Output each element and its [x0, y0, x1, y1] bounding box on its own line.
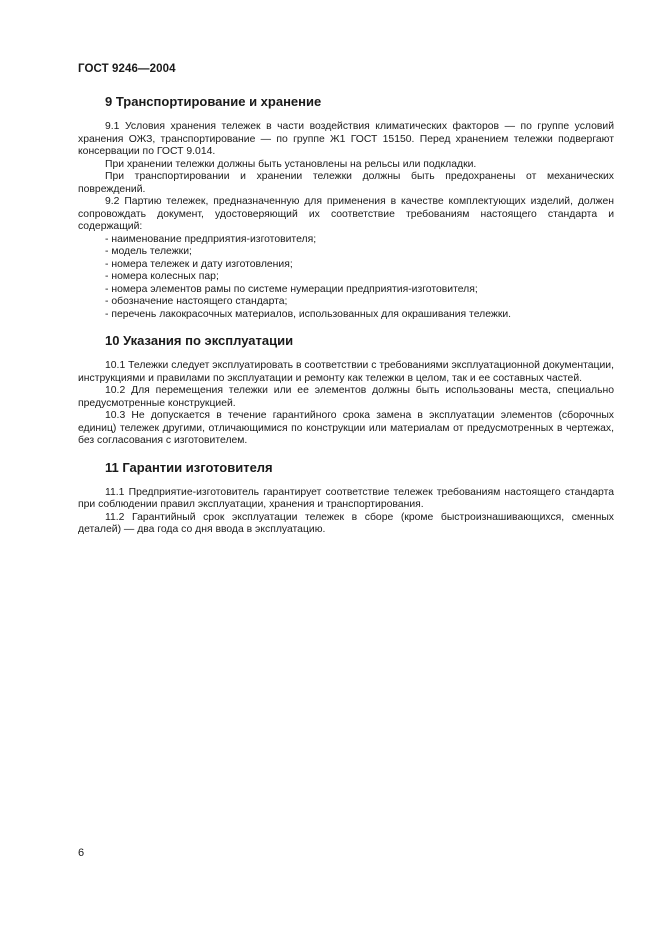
list-item: - номера элементов рамы по системе нумерации предприятия-изготовителя; [105, 283, 478, 295]
section-11 [78, 459, 614, 537]
paragraph: 11.2 Гарантийный срок эксплуатации тележек в сборе (кроме быстроизнашивающихся, сменных деталей) — два года со дня ввода в эксплуатацию. [78, 511, 614, 535]
paragraph: При транспортировании и хранении тележки должны быть предохранены от механических повреждений. [78, 171, 614, 195]
list-item: - обозначение настоящего стандарта; [105, 296, 288, 307]
section-9 [78, 93, 614, 321]
page-number: 6 [78, 847, 85, 859]
list-item: - перечень лакокрасочных материалов, использованных для окрашивания тележки. [105, 308, 512, 320]
list-item: - номера колесных пар; [105, 271, 219, 282]
list-item: - номера тележек и дату изготовления; [105, 258, 293, 270]
section-title: 10 Указания по эксплуатации [105, 333, 294, 348]
paragraph: 11.1 Предприятие-изготовитель гарантирует соответствие тележек требованиям настоящего стандарта при соблюдении правил эксплуатации, хранения и транспортирования. [78, 486, 614, 510]
document-header: ГОСТ 9246—2004 [78, 63, 176, 75]
section-title: 9 Транспортирование и хранение [105, 94, 322, 109]
paragraph: 10.1 Тележки следует эксплуатировать в соответствии с требованиями эксплуатационной документации, инструкциями и правилами по эксплуатации и ремонту как тележки в целом, так и ее составных частей. [78, 360, 614, 384]
paragraph: 10.3 Не допускается в течение гарантийного срока замена в эксплуатации элементов (сборочных единиц) тележек другими, отличающимися по конструкции или материалам от предусмотренных в чертежах, без согласования с изготовителем. [78, 410, 614, 446]
section-10 [78, 332, 614, 448]
paragraph: 10.2 Для перемещения тележки или ее элементов должны быть использованы места, специально предусмотренные конструкцией. [78, 385, 614, 409]
document-body [78, 93, 614, 548]
list-item: - модель тележки; [105, 246, 192, 257]
section-title: 11 Гарантии изготовителя [105, 459, 273, 475]
paragraph: 9.2 Партию тележек, предназначенную для применения в качестве комплектующих изделий, должен сопровождать документ, удостоверяющий их соответствие требованиям настоящего стандарта и содержащий: [78, 196, 614, 232]
paragraph: При хранении тележки должны быть установлены на рельсы или подкладки. [105, 158, 477, 170]
list-item: - наименование предприятия-изготовителя; [105, 233, 317, 245]
paragraph: 9.1 Условия хранения тележек в части воздействия климатических факторов — по группе условий хранения ОЖЗ, транспортирование — по группе Ж1 ГОСТ 15150. Перед хранением тележки подвергают консервации по ГОСТ 9.014. [78, 121, 614, 157]
